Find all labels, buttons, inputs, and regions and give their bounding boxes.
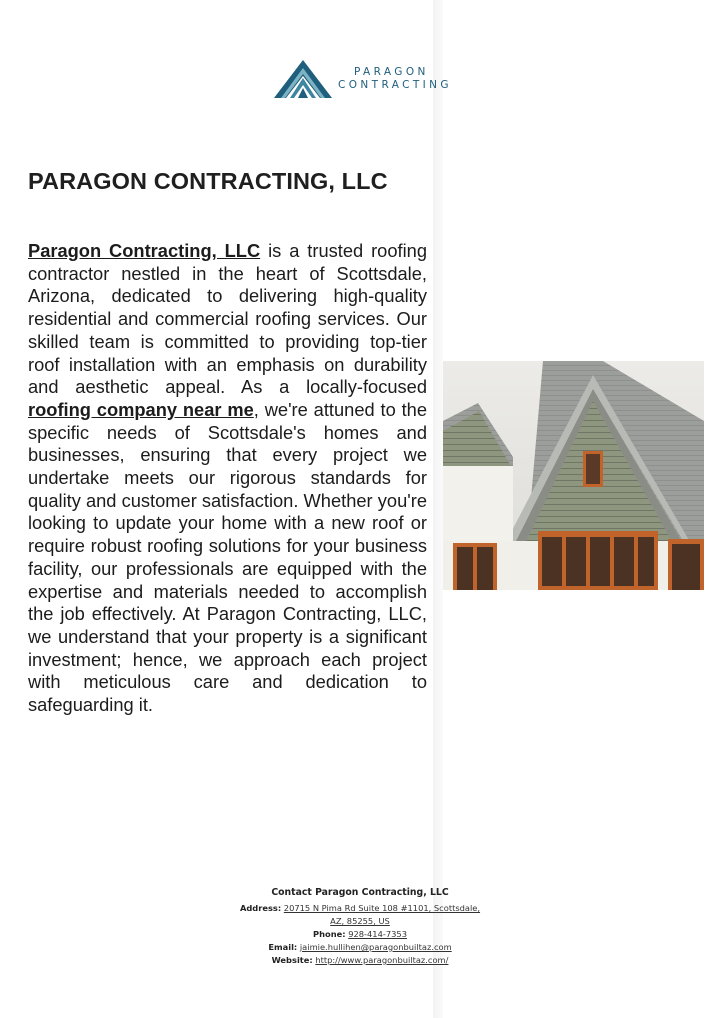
address-line2[interactable]: AZ, 85255, US xyxy=(330,916,390,926)
address-label: Address: xyxy=(239,903,282,913)
page-title: PARAGON CONTRACTING, LLC xyxy=(28,168,388,194)
phone-link[interactable]: 928-414-7353 xyxy=(348,929,407,939)
brand-logo xyxy=(272,56,452,102)
contact-heading: Contact Paragon Contracting, LLC xyxy=(271,887,449,898)
website-link[interactable]: http://www.paragonbuiltaz.com/ xyxy=(315,955,449,965)
body-paragraph xyxy=(28,240,427,717)
email-row xyxy=(230,941,490,954)
logo-triangle-icon xyxy=(272,58,334,100)
address-row-2 xyxy=(230,915,490,928)
address-line1[interactable]: 20715 N Pima Rd Suite 108 #1101, Scottsdale, xyxy=(283,903,481,913)
website-label: Website: xyxy=(271,955,313,965)
roofing-company-near-me-link[interactable]: roofing company near me xyxy=(28,398,254,420)
email-link[interactable]: jaimie.hullihen@paragonbuiltaz.com xyxy=(299,942,452,952)
brand-name-line1: PARAGON xyxy=(354,66,429,78)
phone-row xyxy=(230,928,490,941)
address-row xyxy=(230,902,490,915)
contact-block xyxy=(230,886,490,967)
body-text-part2: , we're attuned to the specific needs of Scottsdale's homes and businesses, ensuring that every project we undertake meets our rigorous standards for quality and customer satisfaction. Whether you're looking to update your home with a new roof or require robust roofing solutions for your business facility, our professionals are equipped with the expertise and materials needed to accomplish the job effectively. At Paragon Contracting, LLC, we understand that your property is a significant investment; hence, we approach each project with meticulous care and dedication to safeguarding it. xyxy=(28,398,427,716)
website-row xyxy=(230,954,490,967)
email-label: Email: xyxy=(268,942,298,952)
house-roof-photo xyxy=(443,361,704,590)
page-divider xyxy=(433,0,443,1018)
brand-name-line2: CONTRACTING xyxy=(338,79,452,91)
body-text-part1: is a trusted roofing contractor nestled in the heart of Scottsdale, Arizona, dedicated to delivering high-quality residential and commercial roofing services. Our skilled team is committed to providing top-tier roof installation with an emphasis on durability and aesthetic appeal. As a locally-focused xyxy=(28,240,427,398)
phone-label: Phone: xyxy=(313,929,346,939)
company-name-link[interactable]: Paragon Contracting, LLC xyxy=(28,240,261,261)
